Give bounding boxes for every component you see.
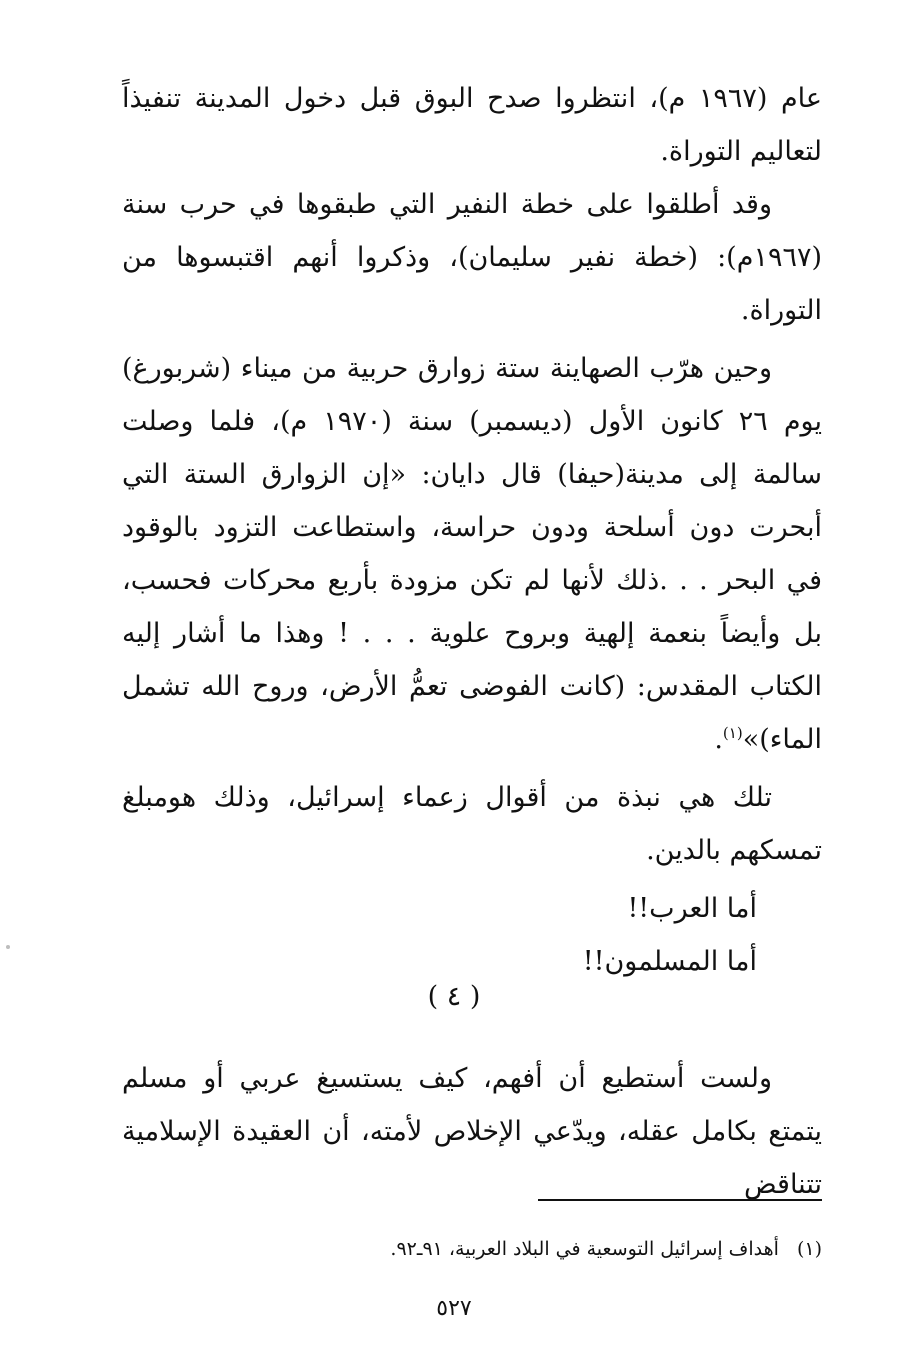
page-number: ٥٢٧ [436, 1296, 472, 1321]
dayan-quote-end: . [714, 724, 723, 755]
footnote-mark: (١) [796, 1238, 822, 1260]
section-number-heading: ( ٤ ) [427, 981, 481, 1012]
main-text-block [122, 72, 822, 988]
paragraph-section-opening: ولست أستطيع أن أفهم، كيف يستسيغ عربي أو مسلم يتمتع بكامل عقله، ويدّعي الإخلاص لأمته، أن العقيدة الإسلامية تتناقض [122, 1063, 822, 1200]
paragraph-continuation: عام (١٩٦٧ م)، انتظروا صدح البوق قبل دخول المدينة تنفيذاً لتعاليم التوراة. [122, 83, 822, 167]
scan-artifact [6, 945, 10, 949]
paragraph-summary: تلك هي نبذة من أقوال زعماء إسرائيل، وذلك هومبلغ تمسكهم بالدين. [122, 782, 822, 866]
footnote [122, 1234, 822, 1264]
section-text-block [122, 1052, 822, 1211]
exclaim-arabs: أما العرب!! [627, 893, 757, 924]
footnote-reference: (١) [722, 724, 743, 742]
paragraph-dayan-quote [122, 342, 822, 766]
footnote-divider [538, 1199, 822, 1201]
footnote-text: أهداف إسرائيل التوسعية في البلاد العربية، ٩١ـ٩٢. [390, 1238, 779, 1260]
exclaim-muslims: أما المسلمون!! [582, 946, 757, 977]
dayan-quote-text: وحين هرّب الصهاينة ستة زوارق حربية من ميناء (شربورغ) يوم ٢٦ كانون الأول (ديسمبر) سنة (١٩٧٠ م)، فلما وصلت سالمة إلى مدينة(حيفا) قال دايان: «إن الزوارق الستة التي أبحرت دون أسلحة ودون حراسة، واستطاعت التزود بالوقود في البحر . . .ذلك لأنها لم تكن مزودة بأربع محركات فحسب، بل وأيضاً بنعمة إلهية وبروح علوية . . . ! وهذا ما أشار إليه الكتاب المقدس: (كانت الفوضى تعمُّ الأرض، وروح الله تشمل الماء)» [122, 353, 823, 755]
paragraph-plan-name: وقد أطلقوا على خطة النفير التي طبقوها في حرب سنة (١٩٦٧م): (خطة نفير سليمان)، وذكروا أنهم اقتبسوها من التوراة. [122, 189, 822, 326]
